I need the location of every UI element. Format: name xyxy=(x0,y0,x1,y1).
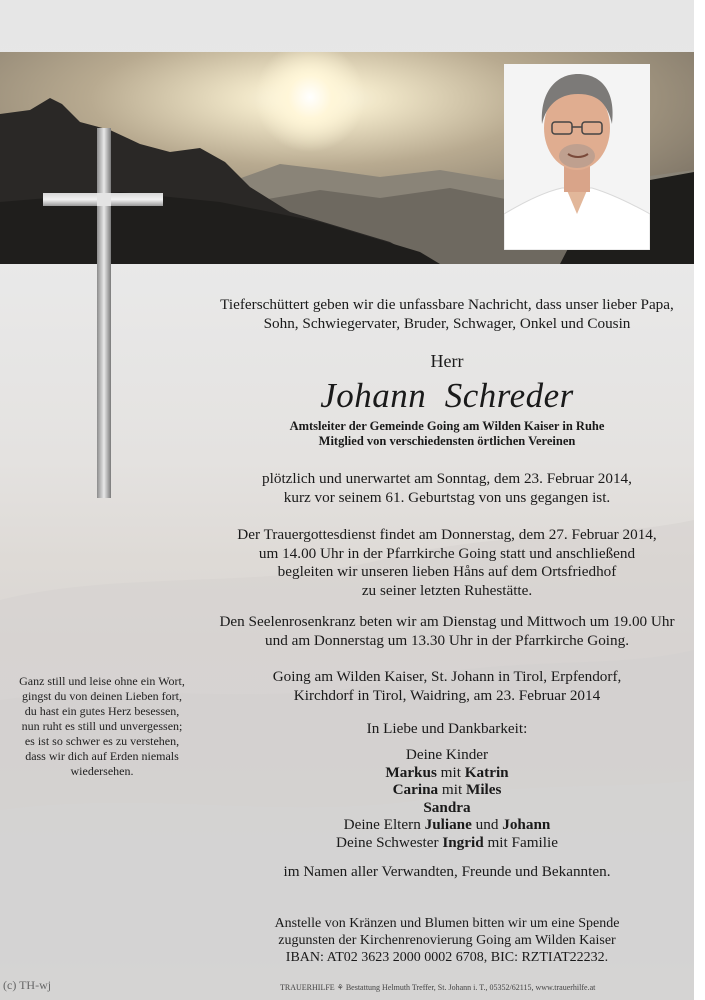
family-member: Ingrid xyxy=(442,833,484,851)
poem xyxy=(2,674,202,779)
family-conjunction: mit xyxy=(438,781,466,799)
poem-line: es ist so schwer es zu verstehen, xyxy=(24,734,180,748)
closing: im Namen aller Verwandten, Freunde und Bekannten. xyxy=(283,863,611,880)
funeral-line: um 14.00 Uhr in der Pfarrkirche Going statt und anschließend xyxy=(258,544,636,562)
family-conjunction: mit xyxy=(436,763,465,781)
death-line: plötzlich und unerwartet am Sonntag, dem 23. Februar 2014, xyxy=(262,470,632,487)
rosary-line: Den Seelenrosenkranz beten wir am Dienstag und Mittwoch um 19.00 Uhr xyxy=(219,613,675,630)
poem-line: gingst du von deinen Lieben fort, xyxy=(22,689,182,703)
gratitude: In Liebe und Dankbarkeit: xyxy=(366,720,528,737)
intro-text xyxy=(200,296,694,333)
family-member: Carina xyxy=(392,781,439,799)
donation-request xyxy=(200,915,694,966)
deceased-name: Johann Schreder xyxy=(320,376,574,415)
family-label: mit Familie xyxy=(483,833,558,851)
role-line: Mitglied von verschiedensten örtlichen Vereinen xyxy=(318,434,576,448)
family-member: Markus xyxy=(385,763,437,781)
intro-line: Sohn, Schwiegervater, Bruder, Schwager, Onkel und Cousin xyxy=(263,314,631,332)
poem-line: dass wir dich auf Erden niemals xyxy=(25,749,179,763)
family-member: Sandra xyxy=(423,798,471,816)
funeral-info xyxy=(200,526,694,600)
roles xyxy=(200,419,694,449)
family-label: Deine Schwester xyxy=(336,833,443,851)
family-list xyxy=(200,746,694,852)
salutation: Herr xyxy=(430,351,464,371)
poem-line: Ganz still und leise ohne ein Wort, xyxy=(19,674,185,688)
funeral-line: begleiten wir unseren lieben Håns auf dem Ortsfriedhof xyxy=(277,563,617,580)
donation-line: IBAN: AT02 3623 2000 0002 6708, BIC: RZTIAT22232. xyxy=(285,950,609,965)
places-date xyxy=(200,668,694,705)
intro-line: Tieferschüttert geben wir die unfassbare Nachricht, dass unser lieber Papa, xyxy=(220,296,674,313)
donation-line: Anstelle von Kränzen und Blumen bitten wir um eine Spende xyxy=(274,916,620,931)
poem-line: nun ruht es still und unvergessen; xyxy=(21,719,183,733)
family-row xyxy=(200,816,694,834)
family-member: Miles xyxy=(465,781,502,799)
funeral-home-footer: TRAUERHILFE ⚘ Bestattung Helmuth Treffer, St. Johann i. T., 05352/62115, www.trauerhilfe.at xyxy=(280,983,596,992)
children-label: Deine Kinder xyxy=(405,746,489,763)
page-edge xyxy=(694,0,705,1000)
rosary-line: und am Donnerstag um 13.30 Uhr in der Pfarrkirche Going. xyxy=(265,631,629,649)
family-row xyxy=(200,781,694,799)
places-line: Kirchdorf in Tirol, Waidring, am 23. Februar 2014 xyxy=(293,686,601,704)
role-line: Amtsleiter der Gemeinde Going am Wilden Kaiser in Ruhe xyxy=(289,419,605,433)
family-row xyxy=(200,799,694,817)
family-member: Juliane xyxy=(424,816,472,834)
donation-line: zugunsten der Kirchenrenovierung Going am Wilden Kaiser xyxy=(278,933,616,948)
poem-line: wiedersehen. xyxy=(70,764,134,778)
death-notice xyxy=(200,470,694,507)
copyright: (c) TH-wj xyxy=(3,978,52,992)
rosary-info xyxy=(200,613,694,650)
family-conjunction: und xyxy=(471,816,503,834)
death-line: kurz vor seinem 61. Geburtstag von uns gegangen ist. xyxy=(283,488,611,506)
funeral-line: Der Trauergottesdienst findet am Donnerstag, dem 27. Februar 2014, xyxy=(237,526,657,543)
places-line: Going am Wilden Kaiser, St. Johann in Tirol, Erpfendorf, xyxy=(272,668,622,685)
portrait-photo xyxy=(504,64,650,250)
family-row xyxy=(200,834,694,852)
funeral-line: zu seiner letzten Ruhestätte. xyxy=(361,581,533,599)
family-row xyxy=(200,764,694,782)
family-label: Deine Eltern xyxy=(343,816,425,834)
family-member: Katrin xyxy=(464,763,509,781)
family-member: Johann xyxy=(502,816,551,834)
poem-line: du hast ein gutes Herz besessen, xyxy=(24,704,180,718)
